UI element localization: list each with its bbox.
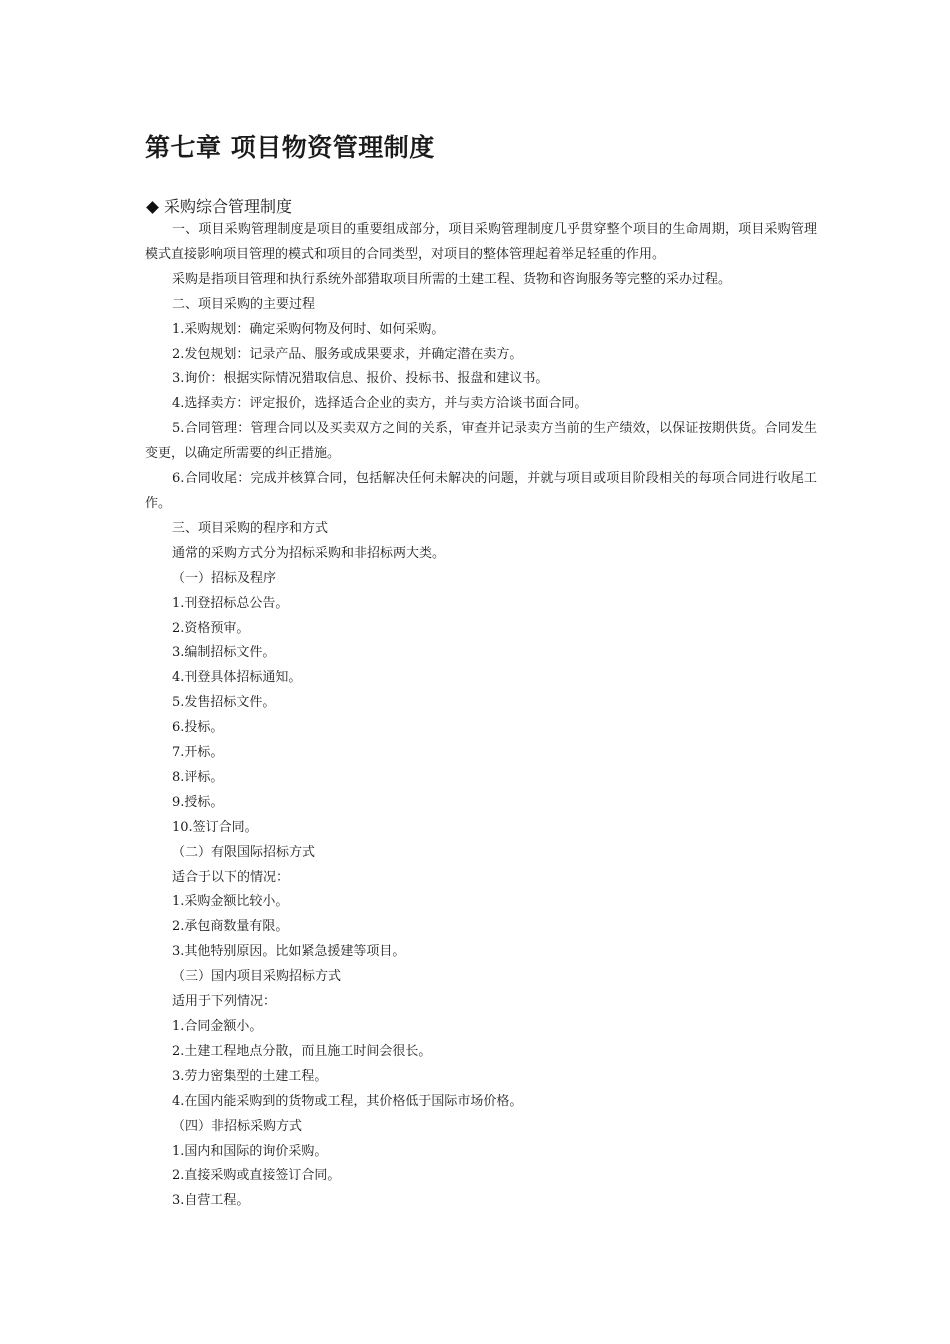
- paragraph: （三）国内项目采购招标方式: [172, 969, 342, 985]
- paragraph: 2.发包规划：记录产品、服务或成果要求，并确定潜在卖方。: [172, 346, 523, 362]
- paragraph: 3.编制招标文件。: [172, 645, 276, 661]
- chapter-title: 第七章 项目物资管理制度: [145, 133, 435, 162]
- paragraph: 2.土建工程地点分散，而且施工时间会很长。: [172, 1043, 432, 1059]
- paragraph: 4.刊登具体招标通知。: [172, 670, 302, 686]
- paragraph: 2.资格预审。: [172, 620, 250, 636]
- paragraph: 6.投标。: [172, 720, 224, 736]
- section-heading-text: 采购综合管理制度: [164, 197, 293, 216]
- section-heading: [145, 196, 817, 218]
- paragraph: （二）有限国际招标方式: [172, 844, 316, 860]
- paragraph: 三、项目采购的程序和方式: [172, 520, 329, 536]
- paragraph: 8.评标。: [172, 769, 224, 785]
- paragraph: 1.刊登招标总公告。: [172, 595, 289, 611]
- paragraph: 10.签订合同。: [172, 819, 258, 835]
- paragraph: 适用于下列情况：: [172, 994, 277, 1010]
- paragraph: 通常的采购方式分为招标采购和非招标两大类。: [172, 545, 446, 561]
- paragraph: 1.采购规划：确定采购何物及何时、如何采购。: [172, 321, 445, 337]
- paragraph: 适合于以下的情况：: [172, 869, 290, 885]
- paragraph: 3.自营工程。: [172, 1193, 250, 1209]
- paragraph: 采购是指项目管理和执行系统外部猎取项目所需的土建工程、货物和咨询服务等完整的采办过程。: [172, 271, 732, 287]
- paragraph: 1.采购金额比较小。: [172, 894, 289, 910]
- document-body: [145, 218, 817, 1214]
- paragraph: （一）招标及程序: [172, 570, 277, 586]
- paragraph: 二、项目采购的主要过程: [172, 296, 316, 312]
- paragraph: 2.承包商数量有限。: [172, 919, 289, 935]
- paragraph: 5.合同管理：管理合同以及买卖双方之间的关系，审查并记录卖方当前的生产绩效，以保证按期供货。合同发生变更，以确定所需要的纠正措施。: [145, 421, 817, 462]
- paragraph: 1.合同金额小。: [172, 1019, 263, 1034]
- paragraph: 9.授标。: [172, 794, 224, 810]
- paragraph: 7.开标。: [172, 745, 224, 761]
- paragraph: 一、项目采购管理制度是项目的重要组成部分，项目采购管理制度几乎贯穿整个项目的生命周期，项目采购管理模式直接影响项目管理的模式和项目的合同类型，对项目的整体管理起着举足轻重的作用。: [145, 222, 817, 262]
- paragraph: 3.询价：根据实际情况猎取信息、报价、投标书、报盘和建议书。: [172, 371, 549, 387]
- paragraph: 2.直接采购或直接签订合同。: [172, 1168, 341, 1184]
- paragraph: 5.发售招标文件。: [172, 695, 276, 711]
- document-page: [145, 128, 817, 1214]
- paragraph: 1.国内和国际的询价采购。: [172, 1143, 328, 1159]
- paragraph: 3.其他特别原因。比如紧急援建等项目。: [172, 944, 406, 960]
- paragraph: 6.合同收尾：完成并核算合同，包括解决任何未解决的问题，并就与项目或项目阶段相关的每项合同进行收尾工作。: [145, 471, 817, 511]
- paragraph: 4.在国内能采购到的货物或工程，其价格低于国际市场价格。: [172, 1093, 523, 1109]
- paragraph: 3.劳力密集型的土建工程。: [172, 1068, 328, 1084]
- diamond-bullet-icon: [146, 201, 159, 214]
- paragraph: （四）非招标采购方式: [172, 1118, 303, 1134]
- paragraph: 4.选择卖方：评定报价，选择适合企业的卖方，并与卖方洽谈书面合同。: [172, 396, 588, 412]
